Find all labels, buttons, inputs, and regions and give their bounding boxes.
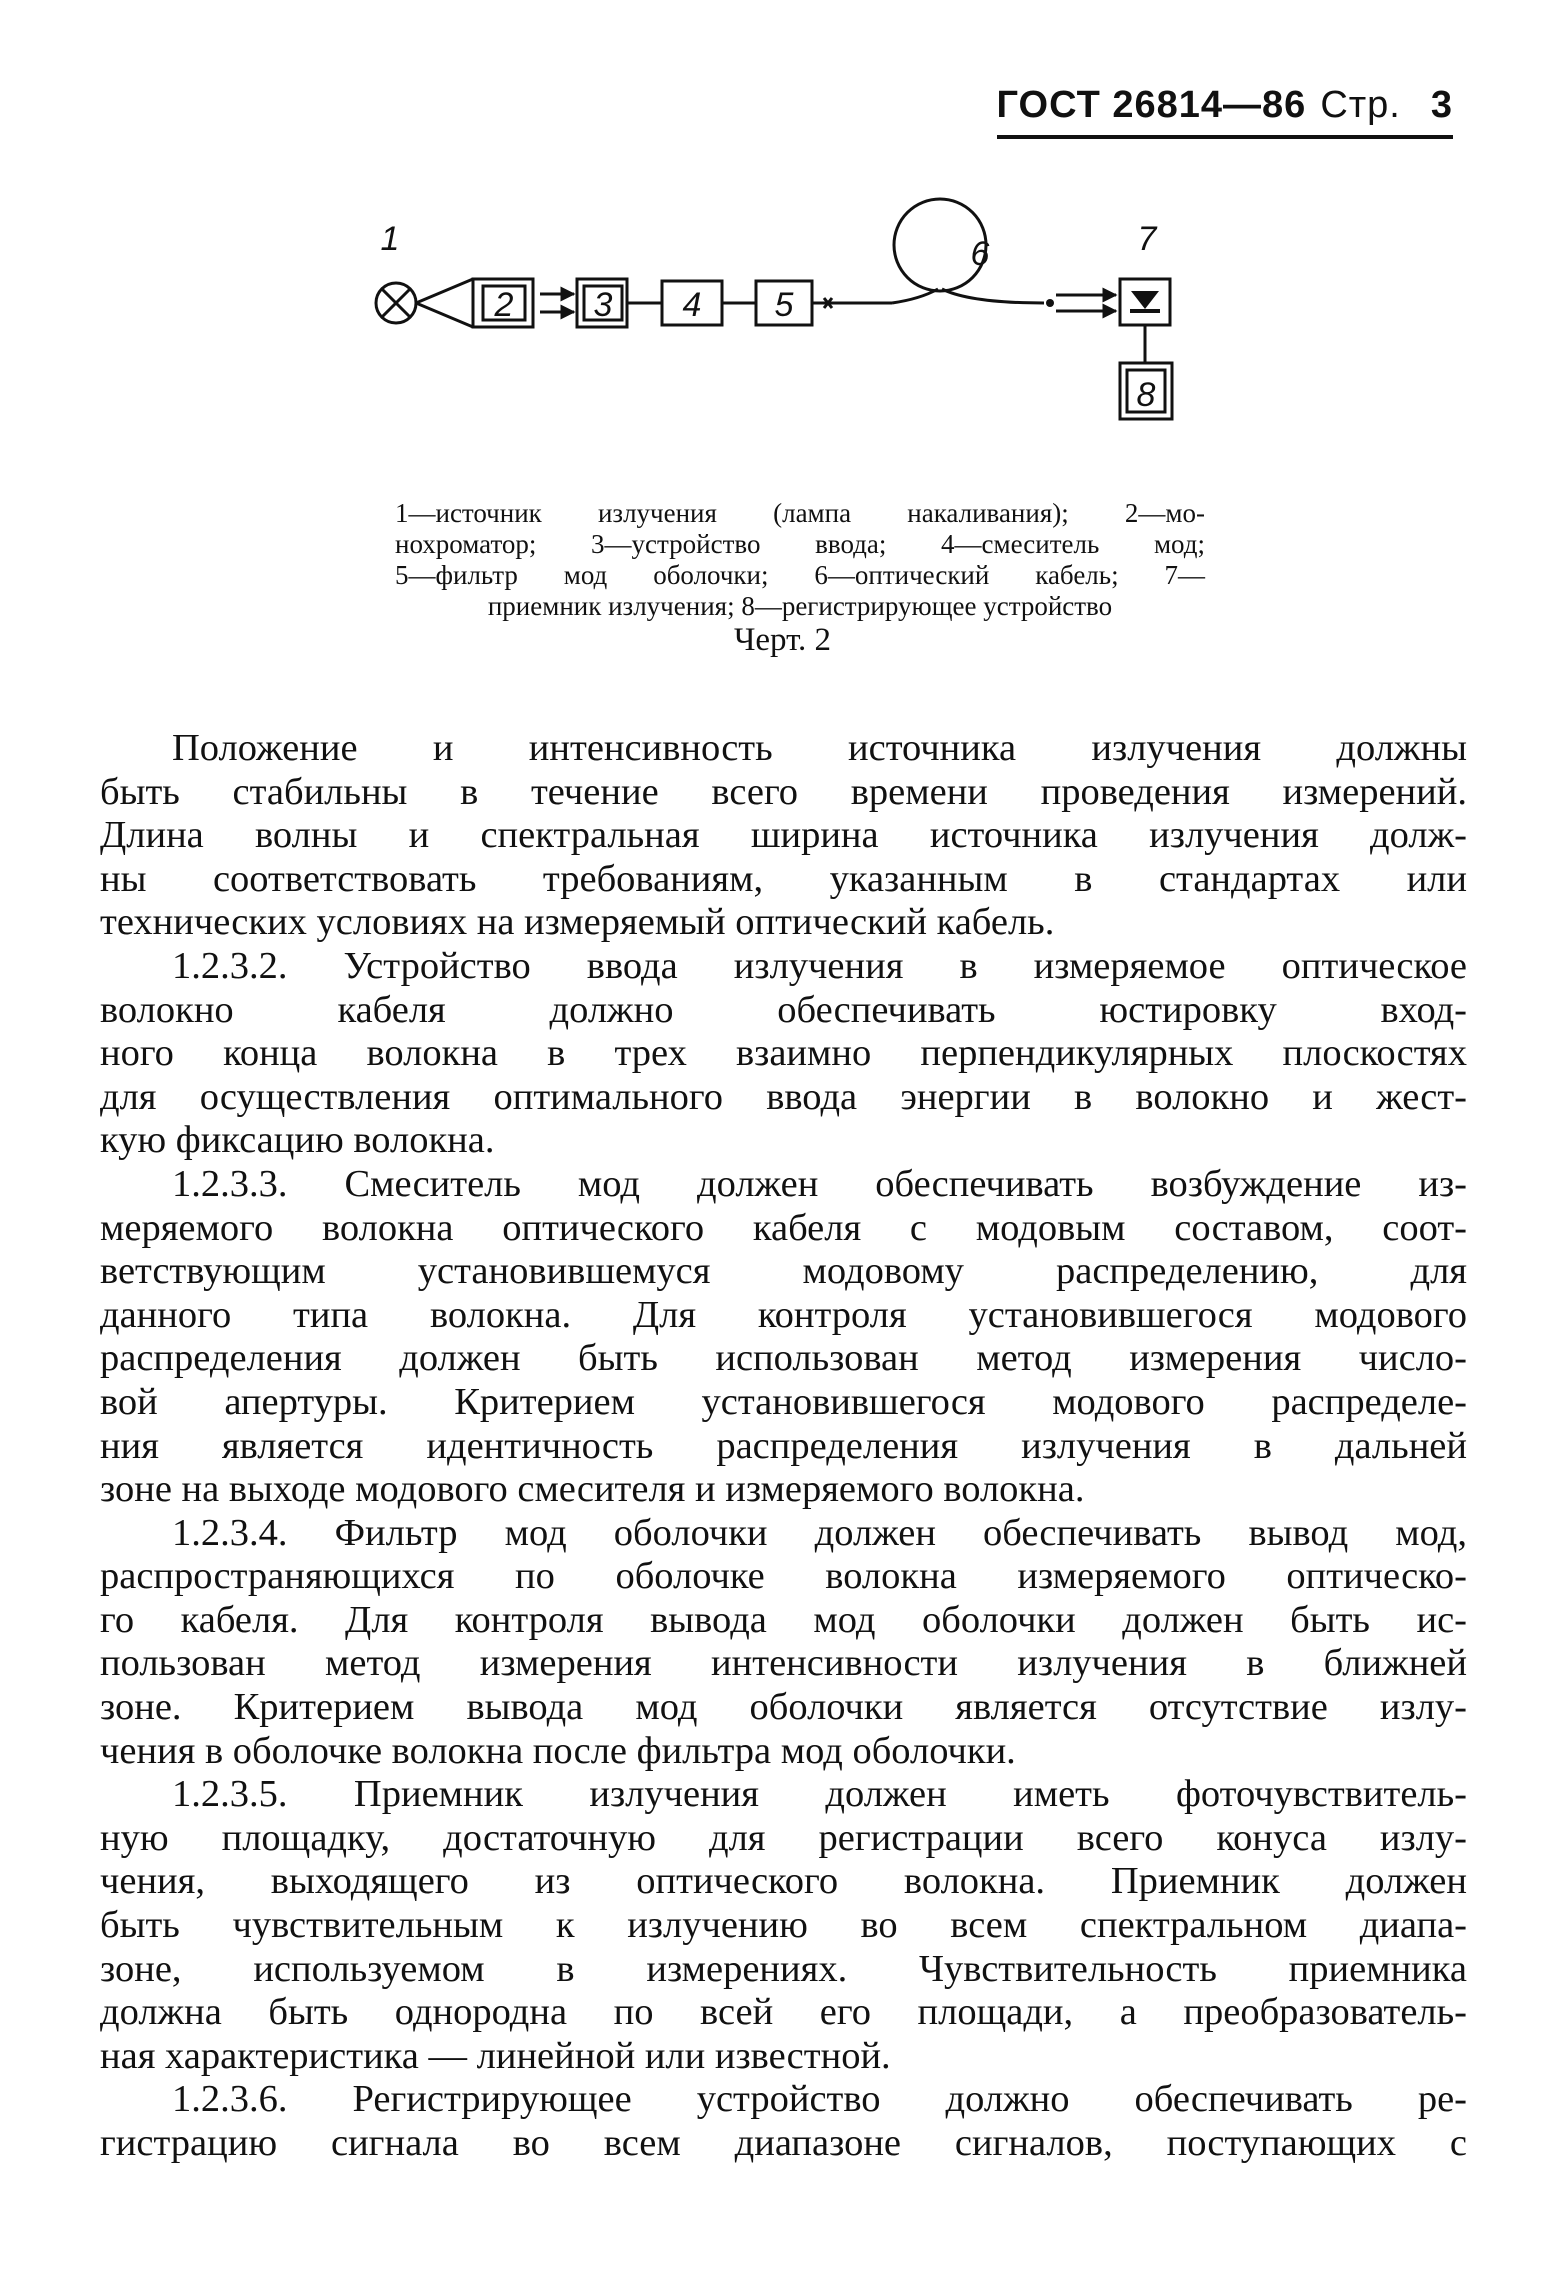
body-text (100, 727, 1467, 2166)
figure-title: Черт. 2 (733, 622, 832, 658)
fiber-to-cable (812, 298, 892, 308)
caption-line: приемник излучения; 8—регистрирующее устройство (487, 591, 1113, 621)
text-line: для осуществления оптимального ввода энергии в волокно и жест- (100, 1075, 1467, 1118)
page-label: Стр. (1320, 84, 1401, 126)
text-line: Длина волны и спектральная ширина источника излучения долж- (100, 814, 1467, 857)
text-line: волокно кабеля должно обеспечивать юстировку вход- (100, 988, 1467, 1031)
page-number: 3 (1430, 84, 1453, 126)
text-line: 1.2.3.5. Приемник излучения должен иметь фоточувствитель- (172, 1773, 1467, 1816)
text-line: кую фиксацию волокна. (100, 1119, 495, 1162)
text-line: чения, выходящего из оптического волокна. Приемник должен (100, 1860, 1467, 1903)
standard-number: ГОСТ 26814—86 (996, 84, 1307, 126)
page-header (997, 84, 1454, 139)
label-1: 1 (380, 220, 400, 258)
text-line: ную площадку, достаточную для регистрации всего конуса излу- (100, 1816, 1467, 1859)
text-line: ветствующим установившемуся модовому распределению, для (100, 1250, 1467, 1293)
text-line: технических условиях на измеряемый оптический кабель. (100, 901, 1055, 944)
label-3: 3 (593, 286, 613, 324)
text-line: гистрацию сигнала во всем диапазоне сигналов, поступающих с (100, 2122, 1467, 2164)
text-line: чения в оболочке волокна после фильтра мод оболочки. (100, 1729, 1016, 1772)
text-line: ного конца волокна в трех взаимно перпендикулярных плоскостях (100, 1032, 1467, 1075)
text-line: вой апертуры. Критерием установившегося модового распределе- (100, 1380, 1467, 1423)
text-line: ны соответствовать требованиям, указанным в стандартах или (100, 857, 1467, 900)
text-line: зоне. Критерием вывода мод оболочки является отсутствие излу- (100, 1686, 1467, 1729)
text-line: ния является идентичность распределения излучения в дальней (100, 1424, 1467, 1467)
text-line: зоне на выходе модового смесителя и измеряемого волокна. (100, 1468, 1085, 1511)
text-line: должна быть однородна по всей его площади, а преобразователь- (100, 1991, 1467, 2034)
schematic-diagram (360, 195, 1240, 475)
text-line: 1.2.3.3. Смеситель мод должен обеспечивать возбуждение из- (172, 1162, 1467, 1205)
caption-line: 5—фильтр мод оболочки; 6—оптический кабель; 7— (395, 560, 1205, 590)
text-line: 1.2.3.6. Регистрирующее устройство должно обеспечивать ре- (172, 2078, 1467, 2121)
text-line: Положение и интенсивность источника излучения должны (172, 727, 1467, 769)
label-5: 5 (774, 286, 794, 324)
figure-caption (395, 498, 1205, 622)
caption-line: 1—источник излучения (лампа накаливания); 2—мо- (395, 498, 1205, 528)
text-line: го кабеля. Для контроля вывода мод оболочки должен быть ис- (100, 1598, 1467, 1641)
label-6: 6 (970, 235, 990, 273)
text-line: распространяющихся по оболочке волокна измеряемого оптическо- (100, 1555, 1467, 1598)
arrows-2-3 (540, 294, 574, 312)
arrows-to-receiver (1056, 295, 1116, 311)
label-7: 7 (1137, 220, 1157, 258)
light-cone (416, 279, 473, 327)
text-line: пользован метод измерения интенсивности излучения в ближней (100, 1642, 1467, 1685)
label-8: 8 (1136, 376, 1156, 414)
text-line: быть стабильны в течение всего времени проведения измерений. (100, 770, 1467, 813)
caption-line: нохроматор; 3—устройство ввода; 4—смеситель мод; (395, 529, 1205, 559)
text-line: распределения должен быть использован метод измерения число- (100, 1337, 1467, 1380)
text-line: зоне, используемом в измерениях. Чувствительность приемника (100, 1947, 1467, 1990)
text-line: быть чувствительным к излучению во всем спектральном диапа- (100, 1904, 1467, 1947)
text-line: 1.2.3.4. Фильтр мод оболочки должен обеспечивать вывод мод, (172, 1511, 1467, 1554)
text-line: ная характеристика — линейной или известной. (100, 2034, 891, 2077)
lamp-symbol (376, 283, 416, 323)
label-4: 4 (682, 286, 702, 324)
label-2: 2 (494, 286, 514, 324)
text-line: меряемого волокна оптического кабеля с модовым составом, соот- (100, 1206, 1467, 1249)
text-line: данного типа волокна. Для контроля установившегося модового (100, 1293, 1467, 1336)
text-line: 1.2.3.2. Устройство ввода излучения в измеряемое оптическое (172, 944, 1467, 987)
receiver-block (1120, 279, 1170, 363)
